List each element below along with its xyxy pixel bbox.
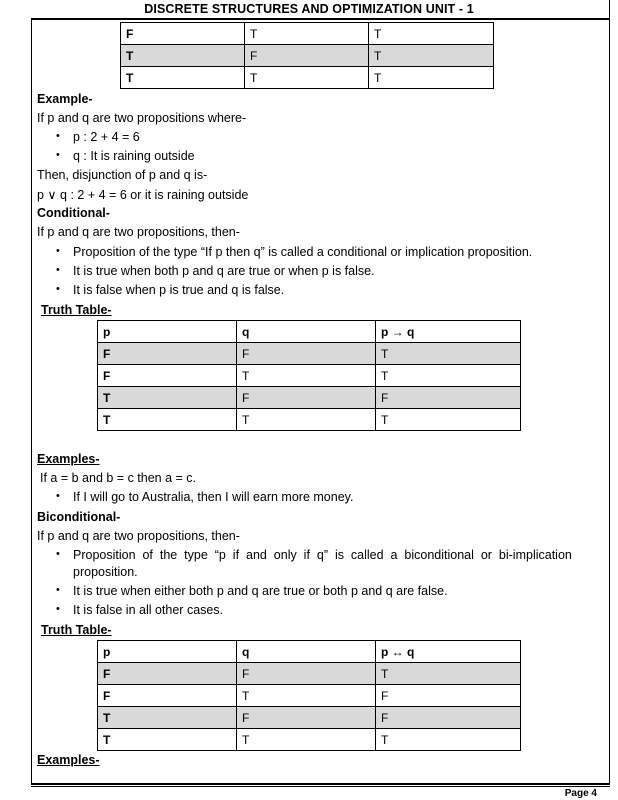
table-cell: T bbox=[369, 23, 494, 45]
example-intro: If p and q are two propositions where- bbox=[37, 111, 247, 125]
footer-rule bbox=[31, 783, 610, 785]
table-cell: T bbox=[98, 409, 237, 431]
examples-heading: Examples- bbox=[37, 452, 100, 466]
table-cell: F bbox=[98, 685, 237, 707]
list-item: • It is true when both p and q are true or when p is false. bbox=[73, 264, 375, 278]
table-cell: T bbox=[237, 685, 376, 707]
column-header: p bbox=[98, 641, 237, 663]
table-cell: F bbox=[237, 387, 376, 409]
table-row bbox=[98, 707, 521, 729]
table-row bbox=[121, 67, 494, 89]
top-truth-table bbox=[120, 22, 494, 89]
table-cell: T bbox=[376, 343, 521, 365]
table-cell: T bbox=[376, 663, 521, 685]
list-item: • Proposition of the type “p if and only if q” is called a biconditional or bi-implication bbox=[73, 548, 572, 562]
table-cell: T bbox=[369, 45, 494, 67]
table-cell: T bbox=[237, 365, 376, 387]
truth-table-heading: Truth Table- bbox=[41, 303, 112, 317]
table-row bbox=[98, 343, 521, 365]
biconditional-truth-table bbox=[97, 640, 521, 751]
table-cell: T bbox=[376, 409, 521, 431]
table-row bbox=[121, 23, 494, 45]
list-item-continuation: proposition. bbox=[73, 565, 138, 579]
table-row bbox=[98, 409, 521, 431]
table-cell: F bbox=[98, 343, 237, 365]
table-header-row bbox=[98, 641, 521, 663]
table-cell: T bbox=[121, 67, 245, 89]
conditional-truth-table bbox=[97, 320, 521, 431]
table-cell: F bbox=[237, 663, 376, 685]
biconditional-heading: Biconditional- bbox=[37, 510, 121, 524]
table-cell: T bbox=[121, 45, 245, 67]
example-heading: Example- bbox=[37, 92, 93, 106]
page-header: DISCRETE STRUCTURES AND OPTIMIZATION UNIT - 1 bbox=[144, 2, 474, 16]
list-item: • It is false when p is true and q is false. bbox=[73, 283, 284, 297]
table-row bbox=[98, 387, 521, 409]
biconditional-intro: If p and q are two propositions, then- bbox=[37, 529, 240, 543]
column-header: p ↔ q bbox=[376, 641, 521, 663]
table-header-row bbox=[98, 321, 521, 343]
table-cell: F bbox=[245, 45, 369, 67]
example-then: Then, disjunction of p and q is- bbox=[37, 168, 208, 182]
table-cell: F bbox=[376, 685, 521, 707]
column-header: q bbox=[237, 641, 376, 663]
page-border-left bbox=[31, 18, 32, 784]
table-cell: F bbox=[376, 707, 521, 729]
example-line: If a = b and b = c then a = c. bbox=[40, 471, 197, 485]
header-rule bbox=[31, 18, 610, 20]
table-cell: T bbox=[376, 365, 521, 387]
list-item: • p : 2 + 4 = 6 bbox=[73, 130, 140, 144]
list-item: • If I will go to Australia, then I will earn more money. bbox=[73, 490, 353, 504]
page-border-right bbox=[609, 0, 610, 784]
table-cell: T bbox=[369, 67, 494, 89]
example-result: p ∨ q : 2 + 4 = 6 or it is raining outside bbox=[37, 188, 249, 202]
examples-heading: Examples- bbox=[37, 753, 100, 767]
column-header: p → q bbox=[376, 321, 521, 343]
list-item: • q : It is raining outside bbox=[73, 149, 195, 163]
table-cell: T bbox=[98, 729, 237, 751]
footer-rule-thin bbox=[31, 786, 610, 787]
table-row bbox=[98, 663, 521, 685]
table-cell: F bbox=[98, 663, 237, 685]
table-cell: T bbox=[245, 23, 369, 45]
table-row bbox=[98, 685, 521, 707]
list-item: • Proposition of the type “If p then q” is called a conditional or implication proposition. bbox=[73, 245, 532, 259]
table-cell: F bbox=[98, 365, 237, 387]
table-cell: T bbox=[237, 409, 376, 431]
conditional-heading: Conditional- bbox=[37, 206, 110, 220]
table-cell: F bbox=[237, 343, 376, 365]
table-cell: T bbox=[98, 707, 237, 729]
table-cell: F bbox=[376, 387, 521, 409]
table-row bbox=[121, 45, 494, 67]
table-cell: F bbox=[237, 707, 376, 729]
table-cell: T bbox=[376, 729, 521, 751]
column-header: p bbox=[98, 321, 237, 343]
table-cell: T bbox=[237, 729, 376, 751]
list-item: • It is false in all other cases. bbox=[73, 603, 223, 617]
conditional-intro: If p and q are two propositions, then- bbox=[37, 225, 240, 239]
table-cell: T bbox=[98, 387, 237, 409]
table-row bbox=[98, 729, 521, 751]
table-cell: F bbox=[121, 23, 245, 45]
page-number: Page 4 bbox=[564, 788, 597, 799]
table-cell: T bbox=[245, 67, 369, 89]
list-item: • It is true when either both p and q are true or both p and q are false. bbox=[73, 584, 448, 598]
table-row bbox=[98, 365, 521, 387]
truth-table-heading: Truth Table- bbox=[41, 623, 112, 637]
column-header: q bbox=[237, 321, 376, 343]
